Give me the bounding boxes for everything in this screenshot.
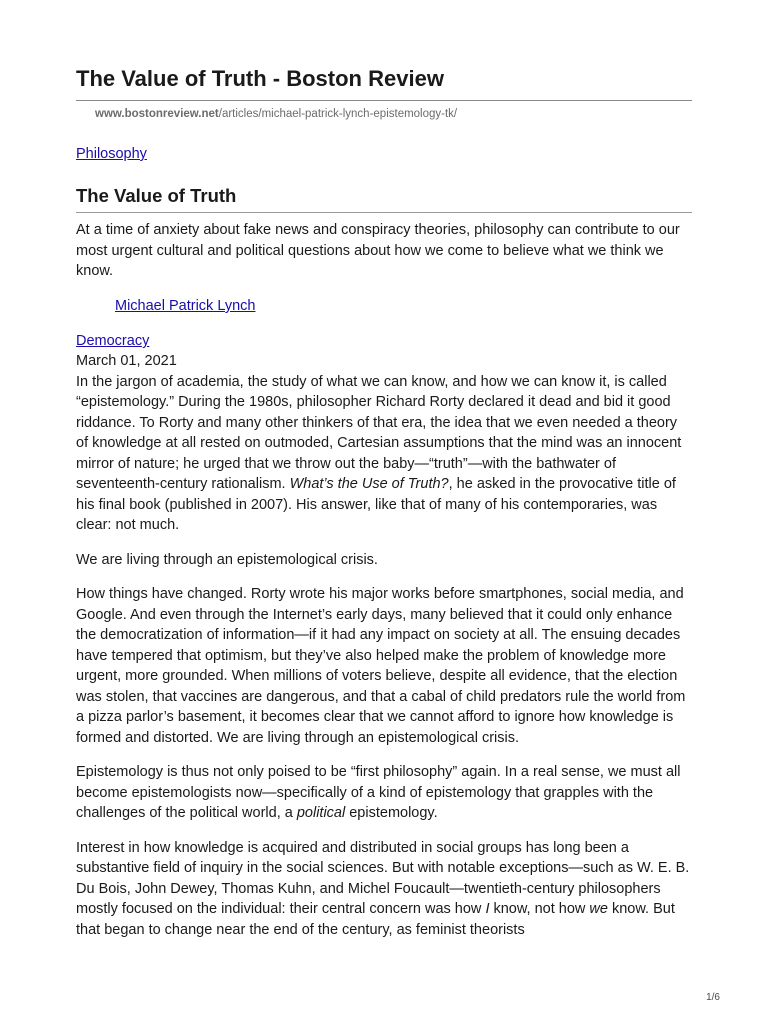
article-paragraph <box>76 762 692 824</box>
article-body <box>76 372 692 955</box>
tag-link-democracy[interactable]: Democracy <box>76 333 150 349</box>
paragraph-text: know, not how <box>489 901 590 917</box>
article-paragraph <box>76 372 692 536</box>
paragraph-text: In the jargon of academia, the study of what we can know, and how we can know it, is called “epistemology.” During the 1980s, philosopher Richard Rorty declared it dead and bid it good riddance. To Rorty and many other thinkers of that era, the idea that we even needed a theory of knowledge at all rested on outmoded, Cartesian assumptions that the mind was an innocent mirror of nature; he urged that we throw out the baby—“truth”—with the bathwater of seventeenth-century rationalism. <box>76 373 682 492</box>
category-link-philosophy[interactable]: Philosophy <box>76 146 147 162</box>
paragraph-text: We are living through an epistemological crisis. <box>76 551 378 568</box>
paragraph-text: How things have changed. Rorty wrote his major works before smartphones, social media, and Google. And even through the Internet’s early days, many believed that it could only enhance the democratization of information—if it had any impact on society at all. The ensuing decades have tempered that optimism, but they’ve also helped make the problem of knowledge more urgent, more grounded. When millions of voters believe, despite all evidence, that the election was stolen, that vaccines are dangerous, and that a cabal of child predators rule the world from a pizza parlor’s basement, it becomes clear that we cannot afford to ignore how knowledge is formed and distorted. We are living through an epistemological crisis. <box>76 586 686 746</box>
document-title: The Value of Truth - Boston Review <box>76 66 444 91</box>
paragraph-text: Interest in how knowledge is acquired and distributed in social groups has long been a substantive field of inquiry in the social sciences. But with notable exceptions—such as W. E. B. Du Bois, John Dewey, Thomas Kuhn, and Michel Foucault—twentieth-century philosophers mostly focused on the individual: their central concern was how <box>76 839 690 917</box>
article-dek: At a time of anxiety about fake news and conspiracy theories, philosophy can contribute to our most urgent cultural and political questions about how we come to believe what we think we know. <box>76 222 680 279</box>
paragraph-text: epistemology. <box>345 805 438 821</box>
paragraph-text: Epistemology is thus not only poised to be “first philosophy” again. In a real sense, we must all become epistemologists now—specifically of a kind of epistemology that grapples with the challenges of the political world, a <box>76 764 681 821</box>
book-title-italic: What’s the Use of Truth? <box>289 476 449 492</box>
page-number: 1/6 <box>706 992 720 1003</box>
article-heading: The Value of Truth <box>76 185 237 206</box>
emphasis-italic: political <box>296 805 346 821</box>
article-paragraph <box>76 584 692 748</box>
author-link[interactable]: Michael Patrick Lynch <box>115 298 256 314</box>
source-url[interactable] <box>95 106 457 122</box>
emphasis-italic: I <box>485 901 490 917</box>
emphasis-italic: we <box>589 901 608 917</box>
paragraph-text: , he asked in the provocative title of his final book (published in 2007). His answer, like that of many of his contemporaries, was clear: not much. <box>76 476 676 533</box>
source-url-domain: www.bostonreview.net <box>95 108 219 120</box>
heading-divider <box>76 212 692 213</box>
publication-date: March 01, 2021 <box>76 353 177 369</box>
paragraph-text: know. But that began to change near the end of the century, as feminist theorists <box>76 901 675 938</box>
article-paragraph <box>76 838 692 941</box>
article-paragraph <box>76 550 692 571</box>
source-url-path: /articles/michael-patrick-lynch-epistemology-tk/ <box>218 108 458 120</box>
title-divider <box>76 100 692 101</box>
